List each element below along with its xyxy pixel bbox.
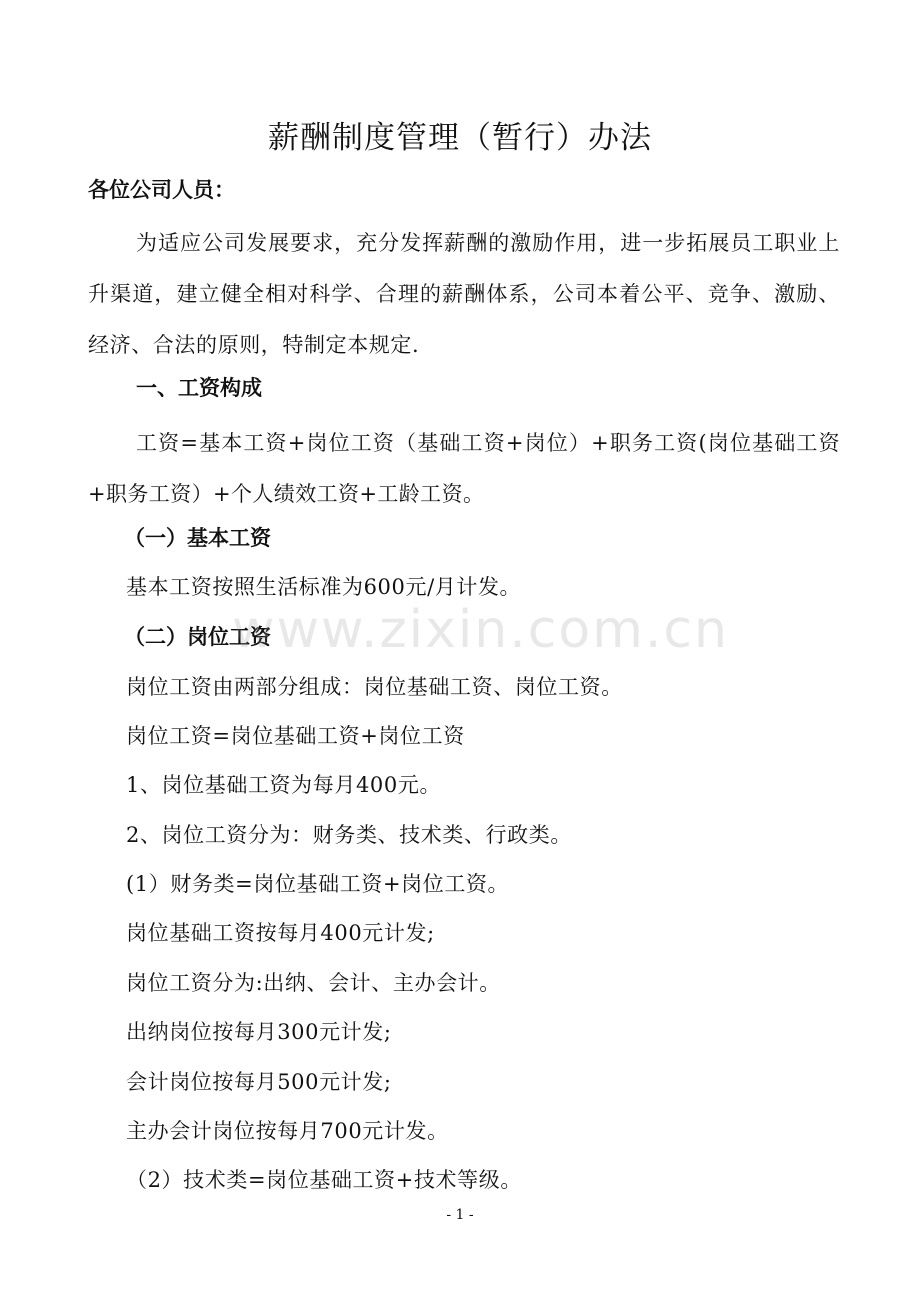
subsection-heading-position-salary: （二）岗位工资 <box>124 625 271 649</box>
subsection-heading-basic-salary: （一）基本工资 <box>124 526 271 550</box>
basic-salary-text: 基本工资按照生活标准为600元/月计发。 <box>126 575 522 599</box>
watermark: www.zixin.com.cn <box>232 600 729 660</box>
intro-paragraph: 为适应公司发展要求，充分发挥薪酬的激励作用，进一步拓展员工职业上升渠道，建立健全相对科学、合理的薪酬体系，公司本着公平、竞争、激励、经济、合法的原则，特制定本规定. <box>88 231 840 357</box>
list-item: 主办会计岗位按每月700元计发。 <box>126 1119 449 1143</box>
salary-formula-paragraph: 工资=基本工资+岗位工资（基础工资+岗位）+职务工资(岗位基础工资+职务工资）+个人绩效工资+工龄工资。 <box>88 431 840 506</box>
list-item: 岗位基础工资按每月400元计发; <box>126 921 435 945</box>
list-item: 会计岗位按每月500元计发; <box>126 1070 392 1094</box>
list-item: 出纳岗位按每月300元计发; <box>126 1020 392 1044</box>
list-item: 1、岗位基础工资为每月400元。 <box>126 773 442 797</box>
section-heading-salary-structure: 一、工资构成 <box>136 376 262 400</box>
list-item: 岗位工资分为:出纳、会计、主办会计。 <box>126 971 501 995</box>
salutation: 各位公司人员： <box>88 178 235 202</box>
document-title: 薪酬制度管理（暂行）办法 <box>268 120 652 156</box>
list-item: 岗位工资由两部分组成：岗位基础工资、岗位工资。 <box>126 675 623 699</box>
list-item: 岗位工资=岗位基础工资+岗位工资 <box>126 724 465 748</box>
list-item: （2）技术类=岗位基础工资+技术等级。 <box>126 1168 522 1192</box>
list-item: (1）财务类=岗位基础工资+岗位工资。 <box>126 872 510 896</box>
page-number: - 1 - <box>446 1207 474 1223</box>
list-item: 2、岗位工资分为：财务类、技术类、行政类。 <box>126 823 572 847</box>
